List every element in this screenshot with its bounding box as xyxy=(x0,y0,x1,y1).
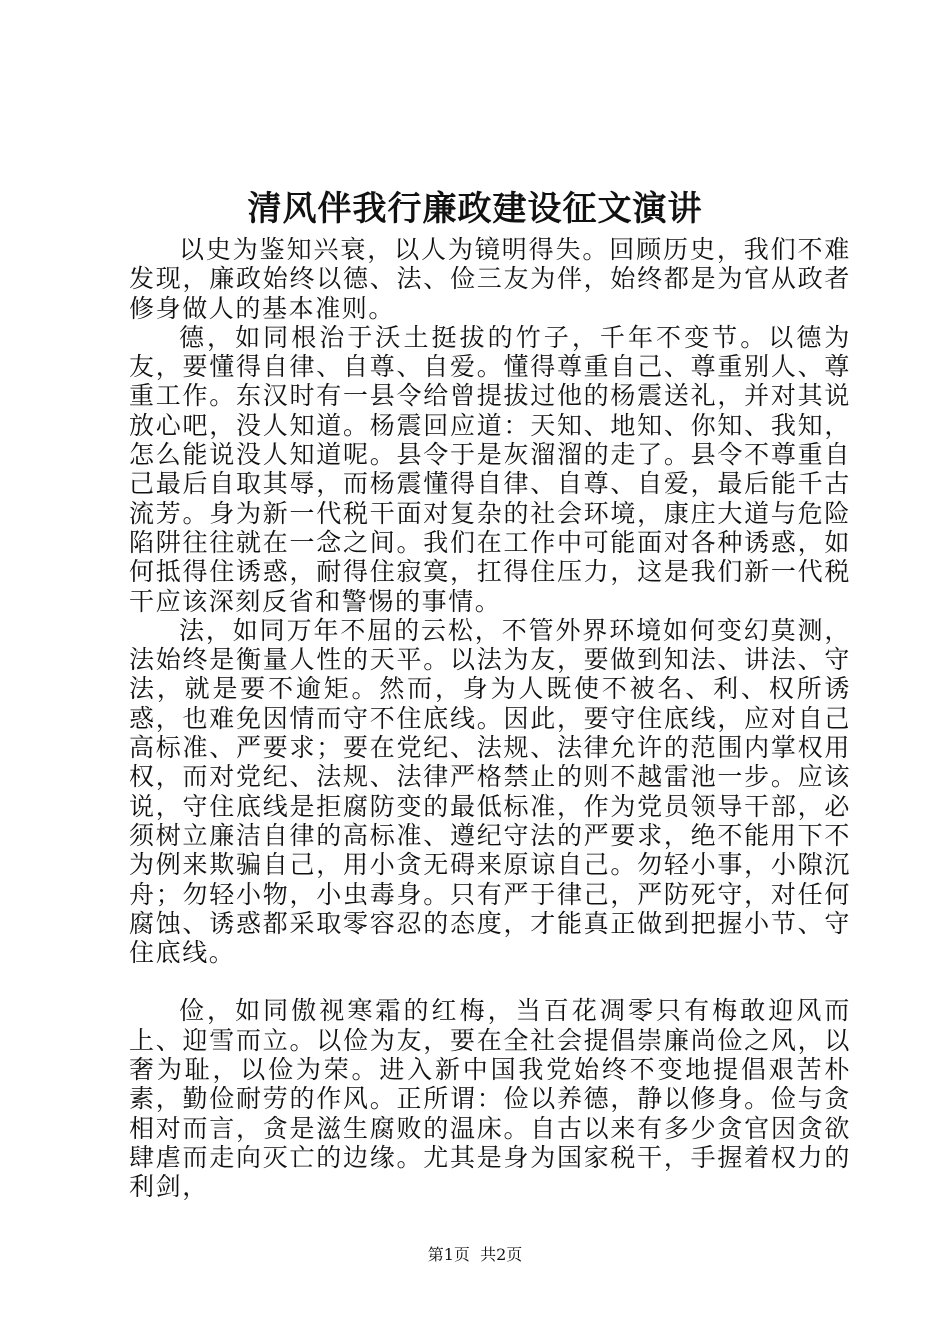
paragraph-intro: 以史为鉴知兴衰，以人为镜明得失。回顾历史，我们不难发现，廉政始终以德、法、俭三友为伴，始终都是为官从政者修身做人的基本准则。 xyxy=(129,235,851,323)
paragraph-law: 法，如同万年不屈的云松，不管外界环境如何变幻莫测，法始终是衡量人性的天平。以法为友，要做到知法、讲法、守法，就是要不逾矩。然而，身为人既使不被名、利、权所诱惑，也难免因情而守不住底线。因此，要守住底线，应对自己高标准、严要求；要在党纪、法规、法律允许的范围内掌权用权，而对党纪、法规、法律严格禁止的则不越雷池一步。应该说，守住底线是拒腐防变的最低标准，作为党员领导干部，必须树立廉洁自律的高标准、遵纪守法的严要求，绝不能用下不为例来欺骗自己，用小贪无碍来原谅自己。勿轻小事，小隙沉舟；勿轻小物，小虫毒身。只有严于律己，严防死守，对任何腐蚀、诱惑都采取零容忍的态度，才能真正做到把握小节、守住底线。 xyxy=(129,615,851,968)
document-body xyxy=(129,235,851,1202)
document-title: 清风伴我行廉政建设征文演讲 xyxy=(247,189,703,229)
page-footer xyxy=(0,1244,950,1266)
page-number: 第1页 xyxy=(427,1245,470,1264)
page-total: 共2页 xyxy=(480,1245,523,1264)
paragraph-frugality: 俭，如同傲视寒霜的红梅，当百花凋零只有梅敢迎风而上、迎雪而立。以俭为友，要在全社会提倡崇廉尚俭之风，以奢为耻，以俭为荣。进入新中国我党始终不变地提倡艰苦朴素，勤俭耐劳的作风。正所谓：俭以养德，静以修身。俭与贪相对而言，贪是滋生腐败的温床。自古以来有多少贪官因贪欲肆虐而走向灭亡的边缘。尤其是身为国家税干，手握着权力的利剑， xyxy=(129,996,851,1202)
paragraph-virtue: 德，如同根治于沃土挺拔的竹子，千年不变节。以德为友，要懂得自律、自尊、自爱。懂得尊重自己、尊重别人、尊重工作。东汉时有一县令给曾提拔过他的杨震送礼，并对其说放心吧，没人知道。杨震回应道：天知、地知、你知、我知，怎么能说没人知道呢。县令于是灰溜溜的走了。县令不尊重自己最后自取其辱，而杨震懂得自律、自尊、自爱，最后能千古流芳。身为新一代税干面对复杂的社会环境，康庄大道与危险陷阱往往就在一念之间。我们在工作中可能面对各种诱惑，如何抵得住诱惑，耐得住寂寞，扛得住压力，这是我们新一代税干应该深刻反省和警惕的事情。 xyxy=(129,322,851,616)
